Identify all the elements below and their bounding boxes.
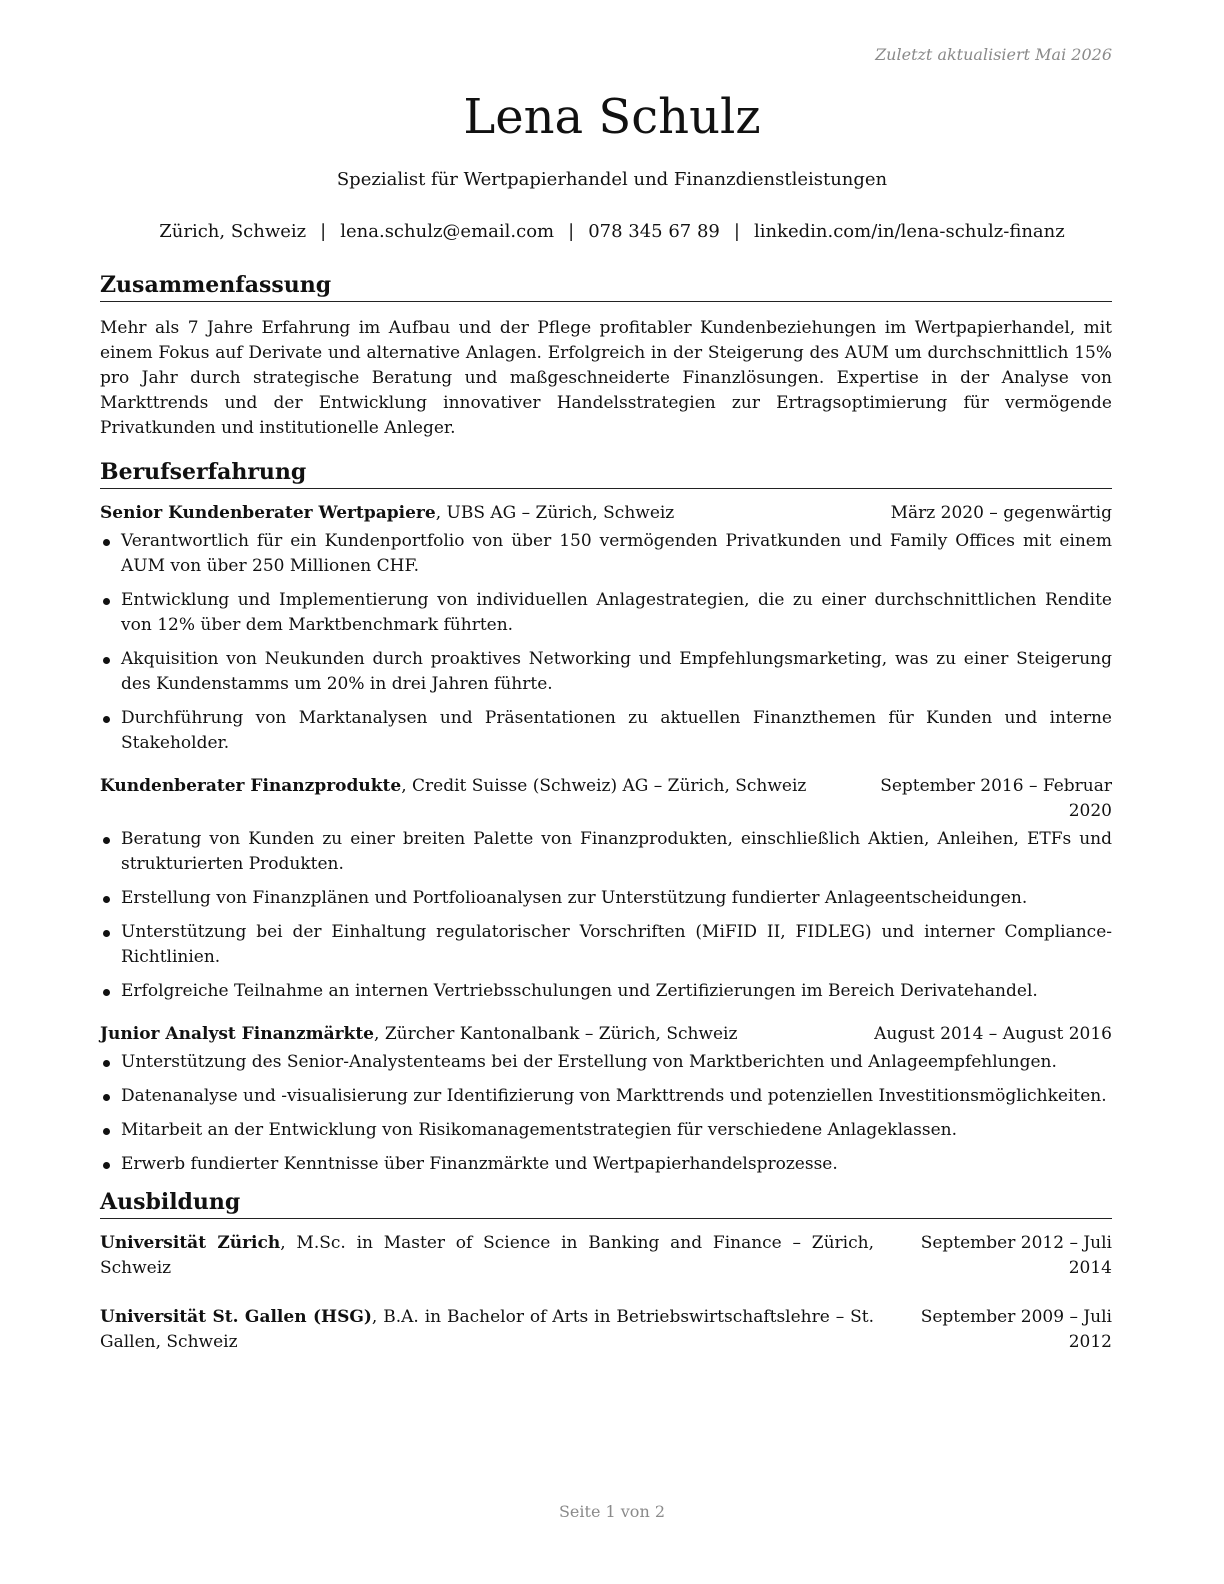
last-updated-note: Zuletzt aktualisiert Mai 2026 <box>875 45 1112 64</box>
experience-entry <box>100 501 1112 756</box>
degree-info: , B.A. in Bachelor of Arts in Betriebswirtschaftslehre – St. Gallen, Schweiz <box>100 1307 874 1352</box>
bullet-item: Mitarbeit an der Entwicklung von Risikomanagementstrategien für verschiedene Anlageklassen. <box>100 1118 1112 1143</box>
school-name: Universität Zürich <box>100 1233 281 1253</box>
education-dates: September 2012 – Juli 2014 <box>920 1233 1112 1278</box>
education-header <box>100 1305 1112 1355</box>
job-dates: August 2014 – August 2016 <box>874 1024 1112 1044</box>
experience-header <box>100 774 1112 824</box>
job-employer: , Credit Suisse (Schweiz) AG – Zürich, Schweiz <box>401 776 807 796</box>
bullet-item: Entwicklung und Implementierung von individuellen Anlagestrategien, die zu einer durchschnittlichen Rendite von 12% über dem Marktbenchmark führten. <box>100 588 1112 638</box>
contact-phone: 078 345 67 89 <box>588 221 720 242</box>
contact-separator: | <box>320 221 327 242</box>
degree-info: , M.Sc. in Master of Science in Banking and Finance – Zürich, Schweiz <box>100 1233 874 1278</box>
contact-linkedin[interactable]: linkedin.com/in/lena-schulz-finanz <box>753 221 1065 242</box>
bullet-item: Datenanalyse und -visualisierung zur Identifizierung von Markttrends und potenziellen Investitionsmöglichkeiten. <box>100 1084 1112 1109</box>
contact-email[interactable]: lena.schulz@email.com <box>340 221 555 242</box>
job-title: Junior Analyst Finanzmärkte <box>100 1024 375 1044</box>
page-number: Seite 1 von 2 <box>558 1502 666 1521</box>
education-dates: September 2009 – Juli 2012 <box>920 1307 1112 1352</box>
section-title-summary: Zusammenfassung <box>100 270 1112 302</box>
bullet-item: Erstellung von Finanzplänen und Portfolioanalysen zur Unterstützung fundierter Anlageentscheidungen. <box>100 886 1112 911</box>
section-title-experience: Berufserfahrung <box>100 457 1112 489</box>
bullet-item: Unterstützung des Senior-Analystenteams bei der Erstellung von Marktberichten und Anlageempfehlungen. <box>100 1050 1112 1075</box>
job-title: Senior Kundenberater Wertpapiere <box>100 503 436 523</box>
bullet-item: Beratung von Kunden zu einer breiten Palette von Finanzprodukten, einschließlich Aktien, Anleihen, ETFs und strukturierten Produkten. <box>100 827 1112 877</box>
education-header <box>100 1231 1112 1281</box>
experience-header <box>100 1022 1112 1047</box>
job-bullets <box>100 1050 1112 1177</box>
contact-line <box>0 220 1224 244</box>
job-employer: , UBS AG – Zürich, Schweiz <box>435 503 675 523</box>
bullet-item: Erwerb fundierter Kenntnisse über Finanzmärkte und Wertpapierhandelsprozesse. <box>100 1152 1112 1177</box>
school-name: Universität St. Gallen (HSG) <box>100 1307 372 1327</box>
bullet-item: Durchführung von Marktanalysen und Präsentationen zu aktuellen Finanzthemen für Kunden und interne Stakeholder. <box>100 706 1112 756</box>
job-dates: September 2016 – Februar 2020 <box>880 776 1112 821</box>
resume-content <box>100 270 1112 1355</box>
contact-location: Zürich, Schweiz <box>159 221 307 242</box>
candidate-headline: Spezialist für Wertpapierhandel und Finanzdienstleistungen <box>336 169 888 190</box>
education-entry <box>100 1305 1112 1355</box>
section-title-education: Ausbildung <box>100 1187 1112 1219</box>
experience-header <box>100 501 1112 526</box>
experience-entry <box>100 774 1112 1004</box>
job-title: Kundenberater Finanzprodukte <box>100 776 402 796</box>
summary-paragraph: Mehr als 7 Jahre Erfahrung im Aufbau und der Pflege profitabler Kundenbeziehungen im Wertpapierhandel, mit einem Fokus auf Derivate und alternative Anlagen. Erfolgreich in der Steigerung des AUM um durchschnittlich 15% pro Jahr durch strategische Beratung und maßgeschneiderte Finanzlösungen. Expertise in der Analyse von Markttrends und der Entwicklung innovativer Handelsstrategien zur Ertragsoptimierung für vermögende Privatkunden und institutionelle Anleger. <box>100 318 1112 438</box>
job-employer: , Zürcher Kantonalbank – Zürich, Schweiz <box>374 1024 738 1044</box>
job-bullets <box>100 827 1112 1004</box>
bullet-item: Verantwortlich für ein Kundenportfolio von über 150 vermögenden Privatkunden und Family Offices mit einem AUM von über 250 Millionen CHF. <box>100 529 1112 579</box>
candidate-name: Lena Schulz <box>463 89 761 145</box>
bullet-item: Erfolgreiche Teilnahme an internen Vertriebsschulungen und Zertifizierungen im Bereich Derivatehandel. <box>100 979 1112 1004</box>
contact-separator: | <box>568 221 575 242</box>
experience-entry <box>100 1022 1112 1177</box>
bullet-item: Unterstützung bei der Einhaltung regulatorischer Vorschriften (MiFID II, FIDLEG) und interner Compliance-Richtlinien. <box>100 920 1112 970</box>
job-bullets <box>100 529 1112 756</box>
education-entry <box>100 1231 1112 1281</box>
bullet-item: Akquisition von Neukunden durch proaktives Networking und Empfehlungsmarketing, was zu einer Steigerung des Kundenstamms um 20% in drei Jahren führte. <box>100 647 1112 697</box>
job-dates: März 2020 – gegenwärtig <box>890 503 1112 523</box>
contact-separator: | <box>733 221 740 242</box>
